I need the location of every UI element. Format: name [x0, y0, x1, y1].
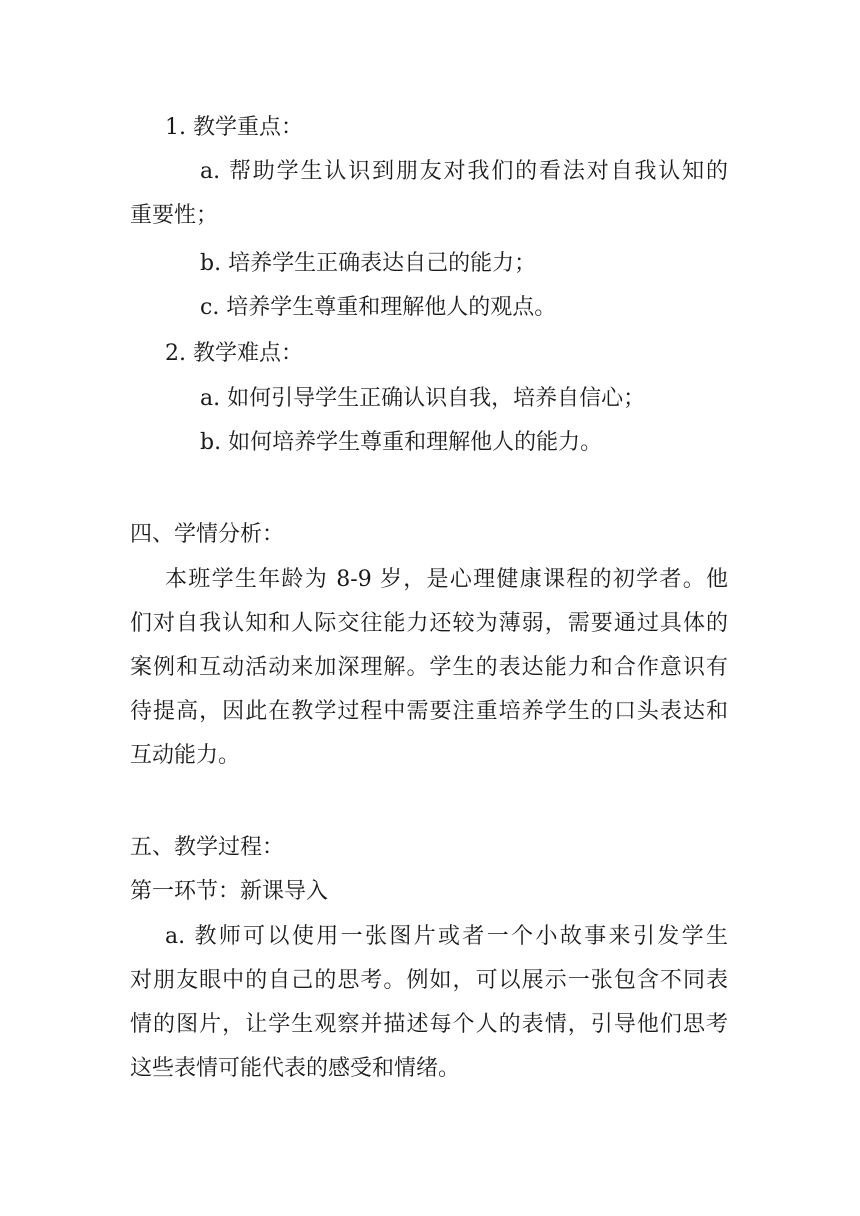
difficulty-item-b: b. 如何培养学生尊重和理解他人的能力。: [200, 430, 603, 455]
stage1-line-3: 情的图片，让学生观察并描述每个人的表情，引导他们思考: [130, 1012, 728, 1037]
focus-item-c: c. 培养学生尊重和理解他人的观点。: [200, 295, 557, 320]
stage1-line-4: 这些表情可能代表的感受和情绪。: [130, 1056, 461, 1081]
analysis-line-1: 本班学生年龄为 8-9 岁，是心理健康课程的初学者。他: [165, 567, 728, 592]
analysis-line-2: 们对自我认知和人际交往能力还较为薄弱，需要通过具体的: [130, 611, 728, 636]
focus-item-b: b. 培养学生正确表达自己的能力；: [200, 251, 537, 276]
stage1-line-2: 对朋友眼中的自己的思考。例如，可以展示一张包含不同表: [130, 968, 728, 993]
focus-item-a-line1: a. 帮助学生认识到朋友对我们的看法对自我认知的: [200, 159, 728, 184]
analysis-line-5: 互动能力。: [130, 743, 241, 768]
analysis-line-3: 案例和互动活动来加深理解。学生的表达能力和合作意识有: [130, 655, 728, 680]
teaching-difficulty-heading: 2. 教学难点：: [165, 341, 303, 366]
focus-item-a-line2: 重要性；: [130, 203, 219, 228]
section4-heading: 四、学情分析：: [130, 522, 285, 547]
teaching-focus-heading: 1. 教学重点：: [165, 115, 303, 140]
stage1-line-1: a. 教师可以使用一张图片或者一个小故事来引发学生: [165, 924, 728, 949]
section5-heading: 五、教学过程：: [130, 835, 285, 860]
difficulty-item-a: a. 如何引导学生正确认识自我，培养自信心；: [200, 386, 646, 411]
stage1-heading: 第一环节：新课导入: [130, 879, 329, 904]
analysis-line-4: 待提高，因此在教学过程中需要注重培养学生的口头表达和: [130, 699, 728, 724]
